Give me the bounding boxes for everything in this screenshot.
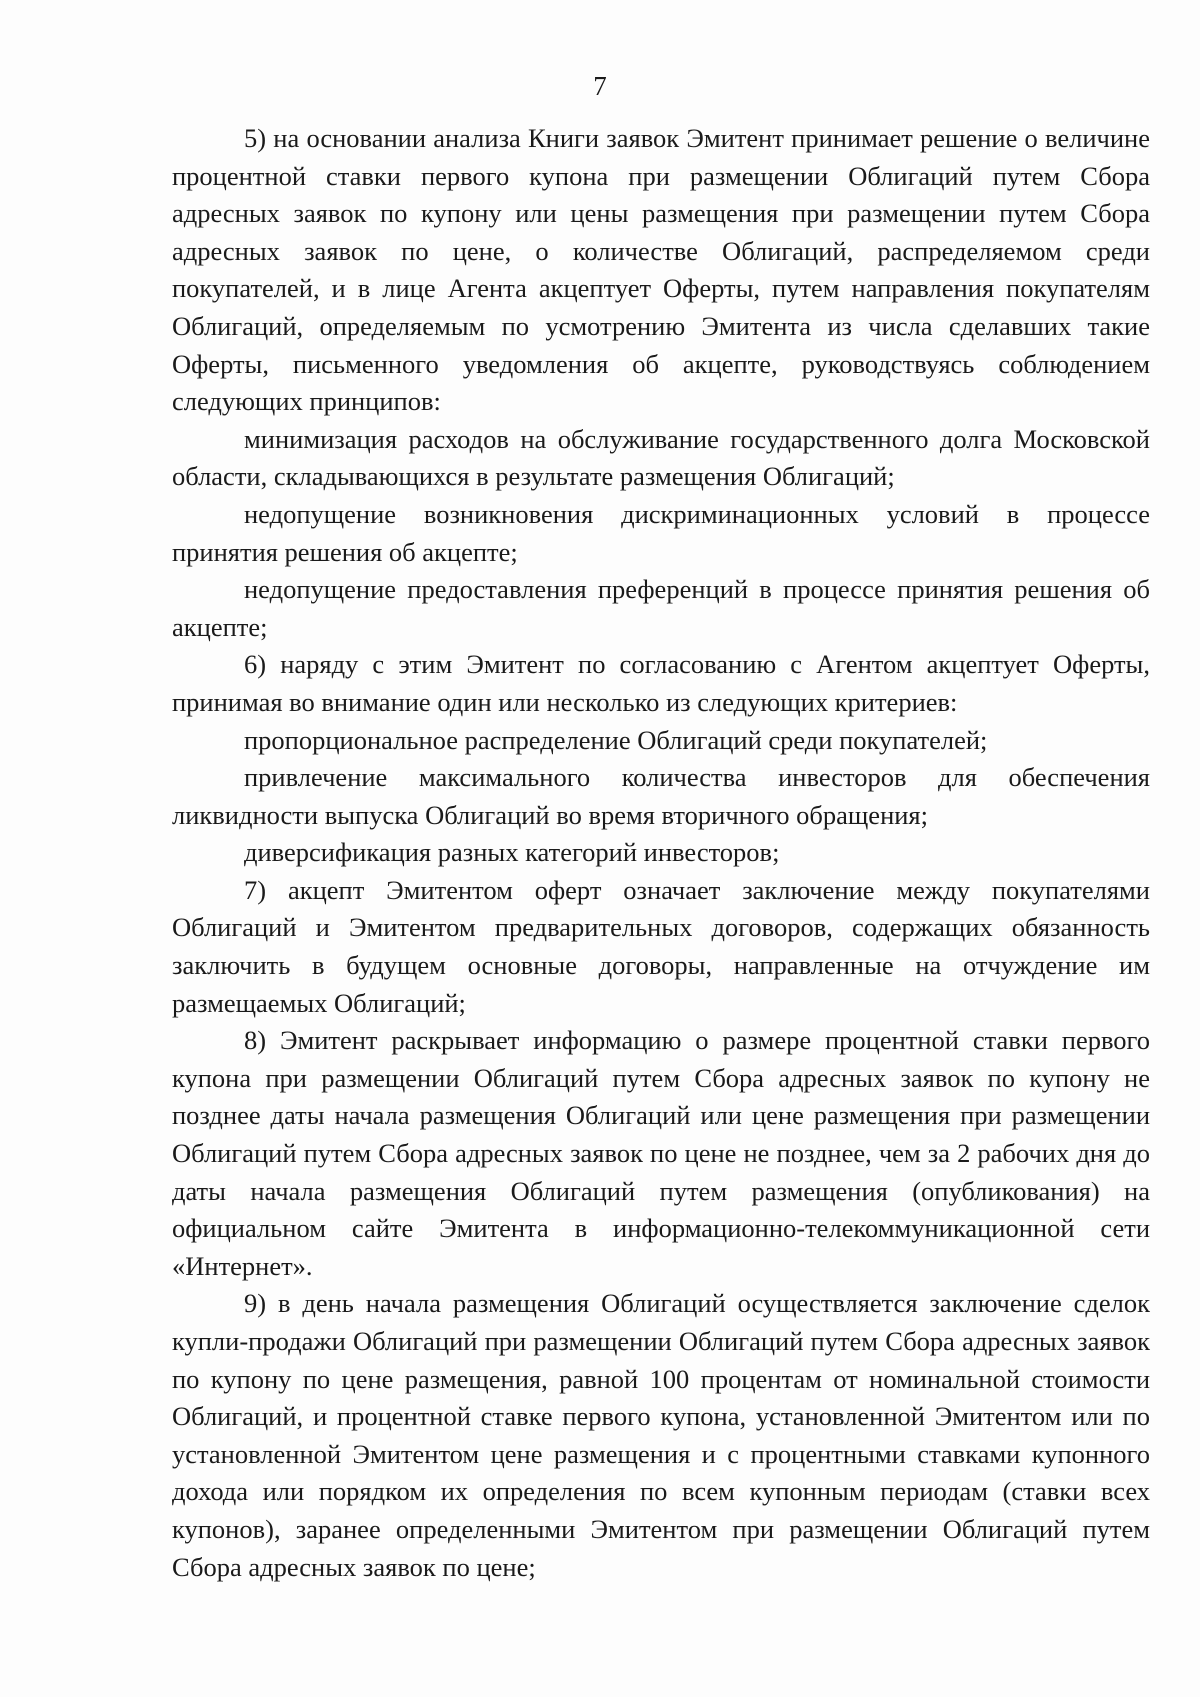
- criterion-diversification: диверсификация разных категорий инвесторов;: [244, 837, 780, 868]
- document-body: [172, 120, 1150, 1586]
- paragraph-item-5: 5) на основании анализа Книги заявок Эмитент принимает решение о величине процентной ставки первого купона при размещении Облигаций путем Сбора адресных заявок по купону или цены размещения при размещении путем Сбора адресных заявок по цене, о количестве Облигаций, распределяемом среди покупателей, и в лице Агента акцептует Оферты, путем направления покупателям Облигаций, определяемым по усмотрению Эмитента из числа сделавших такие Оферты, письменного уведомления об акцепте, руководствуясь соблюдением следующих принципов:: [172, 123, 1150, 417]
- principle-cost-minimization: минимизация расходов на обслуживание государственного долга Московской области, складывающихся в результате размещения Облигаций;: [172, 423, 1150, 492]
- criterion-proportional: пропорциональное распределение Облигаций среди покупателей;: [244, 724, 988, 755]
- paragraph-item-7: 7) акцепт Эмитентом оферт означает заключение между покупателями Облигаций и Эмитентом предварительных договоров, содержащих обязанность заключить в будущем основные договоры, направленные на отчуждение им размещаемых Облигаций;: [172, 874, 1150, 1018]
- paragraph-item-9: 9) в день начала размещения Облигаций осуществляется заключение сделок купли-продажи Облигаций при размещении Облигаций путем Сбора адресных заявок по купону по цене размещения, равной 100 процентам от номинальной стоимости Облигаций, и процентной ставке первого купона, установленной Эмитентом или по установленной Эмитентом цене размещения и с процентными ставками купонного дохода или порядком их определения по всем купонным периодам (ставки всех купонов), заранее определенными Эмитентом при размещении Облигаций путем Сбора адресных заявок по цене;: [172, 1288, 1150, 1582]
- principle-no-discrimination: недопущение возникновения дискриминационных условий в процессе принятия решения об акцепте;: [172, 498, 1150, 567]
- paragraph-item-6: 6) наряду с этим Эмитент по согласованию с Агентом акцептует Оферты, принимая во внимание один или несколько из следующих критериев:: [172, 649, 1150, 717]
- principle-no-preferences: недопущение предоставления преференций в процессе принятия решения об акцепте;: [172, 574, 1150, 642]
- page-number: 7: [593, 71, 607, 101]
- paragraph-item-8: 8) Эмитент раскрывает информацию о размере процентной ставки первого купона при размещении Облигаций путем Сбора адресных заявок по купону не позднее даты начала размещения Облигаций или цене размещения при размещении Облигаций путем Сбора адресных заявок по цене не позднее, чем за 2 рабочих дня до даты начала размещения Облигаций путем размещения (опубликования) на официальном сайте Эмитента в информационно-телекоммуникационной сети «Интернет».: [172, 1025, 1150, 1281]
- criterion-liquidity: привлечение максимального количества инвесторов для обеспечения ликвидности выпуска Облигаций во время вторичного обращения;: [172, 762, 1150, 830]
